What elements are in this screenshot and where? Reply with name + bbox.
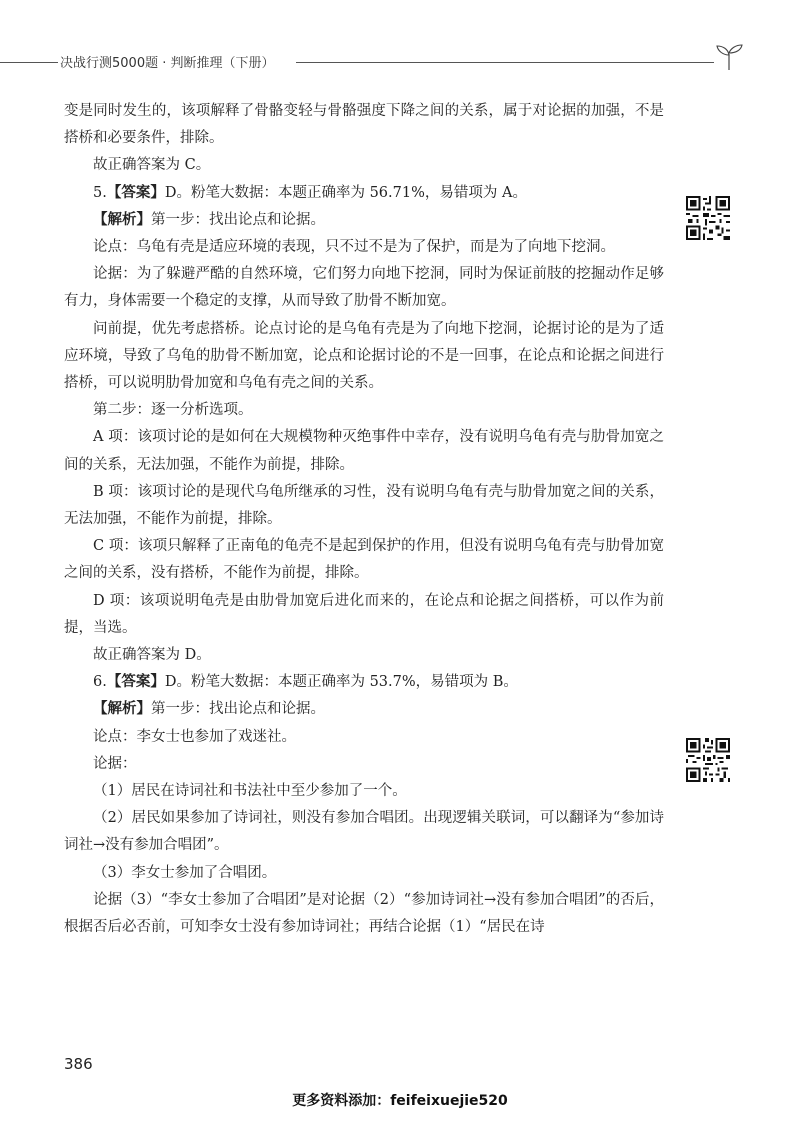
q5-evidence: 论据：为了躲避严酷的自然环境，它们努力向地下挖洞，同时为保证前肢的挖掘动作足够有力，身体需要一个稳定的支撑，从而导致了肋骨不断加宽。 <box>64 266 664 310</box>
q5-step1: 第一步：找出论点和论据。 <box>151 211 325 228</box>
qr-code-icon[interactable] <box>686 738 730 782</box>
page-number: 386 <box>64 1055 93 1073</box>
q5-option-a: A 项：该项讨论的是如何在大规模物种灭绝事件中幸存，没有说明乌龟有壳与肋骨加宽之间的关系，无法加强，不能作为前提，排除。 <box>64 429 664 473</box>
q6-reasoning: 论据（3）“李女士参加了合唱团”是对论据（2）“参加诗词社→没有参加合唱团”的否后，根据否后必否前，可知李女士没有参加诗词社；再结合论据（1）“居民在诗 <box>64 891 664 936</box>
q5-step2: 第二步：逐一分析选项。 <box>93 402 253 419</box>
paragraph-continued: 变是同时发生的，该项解释了骨骼变轻与骨骼强度下降之间的关系，属于对论据的加强，不是搭桥和必要条件，排除。 <box>64 103 664 147</box>
q5-conclusion: 故正确答案为 D。 <box>93 647 211 664</box>
q6-number: 6. <box>93 674 107 691</box>
q5-option-d: D 项：该项说明龟壳是由肋骨加宽后进化而来的，在论点和论据之间搭桥，可以作为前提，当选。 <box>64 592 664 636</box>
q6-point: 论点：李女士也参加了戏迷社。 <box>93 728 296 745</box>
answer-conclusion-q4: 故正确答案为 C。 <box>93 157 211 174</box>
q5-analysis-line <box>64 207 664 234</box>
header-rule-right <box>296 62 714 63</box>
q6-analysis-tag: 【解析】 <box>93 701 151 718</box>
q6-evidence-2: （2）居民如果参加了诗词社，则没有参加合唱团。出现逻辑关联词，可以翻译为“参加诗词社→没有参加合唱团”。 <box>64 810 664 854</box>
running-header <box>0 48 800 78</box>
footer-note: 更多资料添加：feifeixuejie520 <box>292 1093 508 1109</box>
q5-analysis-tag: 【解析】 <box>93 211 151 228</box>
book-title: 决战行测5000题 · 判断推理（下册） <box>60 56 275 71</box>
q6-evidence-label: 论据： <box>93 755 137 772</box>
q5-option-c: C 项：该项只解释了正南龟的龟壳不是起到保护的作用，但没有说明乌龟有壳与肋骨加宽之间的关系，没有搭桥，不能作为前提，排除。 <box>64 538 664 582</box>
q6-evidence-3: （3）李女士参加了合唱团。 <box>93 864 277 881</box>
q5-option-b: B 项：该项讨论的是现代乌龟所继承的习性，没有说明乌龟有壳与肋骨加宽之间的关系，无法加强，不能作为前提，排除。 <box>64 483 664 528</box>
header-rule-left <box>0 62 58 63</box>
q5-premise: 问前提，优先考虑搭桥。论点讨论的是乌龟有壳是为了向地下挖洞，论据讨论的是为了适应环境，导致了乌龟的肋骨不断加宽，论点和论据讨论的不是一回事，在论点和论据之间进行搭桥，可以说明肋骨加宽和乌龟有壳之间的关系。 <box>64 320 664 392</box>
q6-step1: 第一步：找出论点和论据。 <box>151 701 325 718</box>
q5-number: 5. <box>93 184 107 201</box>
qr-code-icon[interactable] <box>686 196 730 240</box>
sprout-icon <box>712 42 746 72</box>
q5-point: 论点：乌龟有壳是适应环境的表现，只不过不是为了保护，而是为了向地下挖洞。 <box>93 239 615 256</box>
page-body <box>64 98 664 941</box>
q6-answer-line <box>64 669 664 696</box>
q6-analysis-line <box>64 696 664 723</box>
q5-answer-line <box>64 180 664 207</box>
q6-evidence-1: （1）居民在诗词社和书法社中至少参加了一个。 <box>93 783 407 800</box>
q5-answer-text: D。粉笔大数据：本题正确率为 56.71%，易错项为 A。 <box>164 184 527 201</box>
q6-answer-text: D。粉笔大数据：本题正确率为 53.7%，易错项为 B。 <box>164 674 518 691</box>
q6-answer-tag: 【答案】 <box>106 674 165 691</box>
q5-answer-tag: 【答案】 <box>106 184 165 201</box>
